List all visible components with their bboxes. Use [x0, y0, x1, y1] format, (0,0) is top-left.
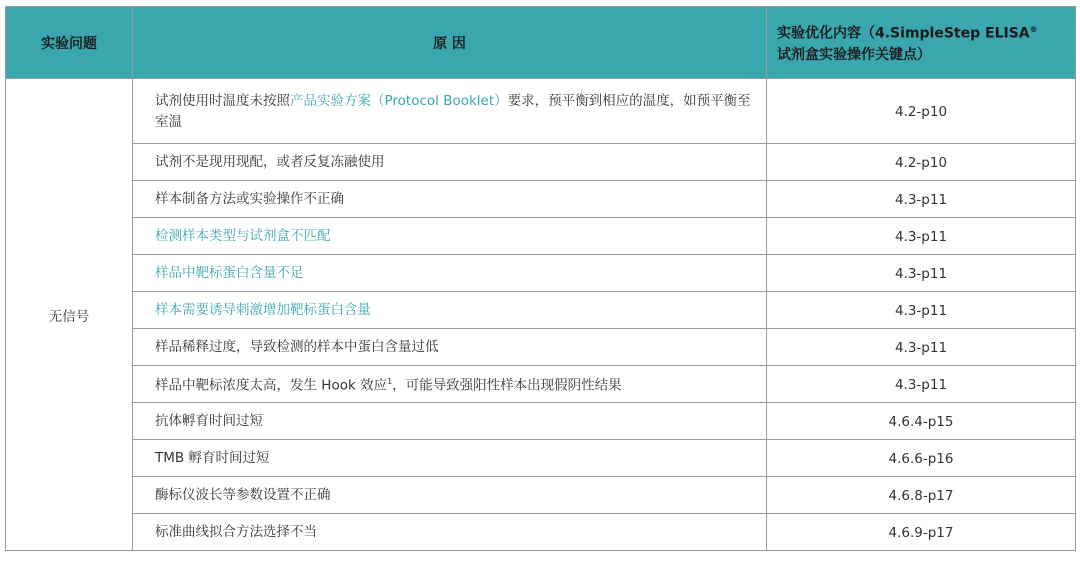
- table-row: [6, 218, 1076, 255]
- reason-cell: TMB 孵育时间过短: [133, 440, 767, 477]
- page-ref: 4.6.4-p15: [767, 403, 1076, 440]
- page-ref: 4.2-p10: [767, 144, 1076, 181]
- page-ref: 4.6.6-p16: [767, 440, 1076, 477]
- reason-text: 样品中靶标浓度太高，发生 Hook 效应: [155, 377, 388, 394]
- header-optimization-content: [767, 7, 1076, 79]
- footnote-ref: 1: [387, 377, 393, 387]
- elisa-troubleshooting-table: [5, 6, 1076, 551]
- reason-link[interactable]: 样品中靶标蛋白含量不足: [155, 264, 304, 281]
- reason-text: 试剂使用时温度未按照: [155, 93, 290, 109]
- header-optimization-line2: 试剂盒实验操作关键点）: [777, 46, 931, 63]
- page-ref: 4.6.8-p17: [767, 477, 1076, 514]
- reason-cell: 样品稀释过度，导致检测的样本中蛋白含量过低: [133, 329, 767, 366]
- reason-cell: [133, 292, 767, 329]
- page-ref: 4.3-p11: [767, 181, 1076, 218]
- reason-text: 要求，预平衡到相应的温度，如预平衡至室温: [155, 93, 751, 130]
- reason-cell: [133, 366, 767, 403]
- table-row: [6, 292, 1076, 329]
- header-row: [6, 7, 1076, 79]
- table-row: [6, 181, 1076, 218]
- reason-cell: 样本制备方法或实验操作不正确: [133, 181, 767, 218]
- reason-text: ，可能导致强阳性样本出现假阴性结果: [392, 377, 622, 394]
- table-row: [6, 366, 1076, 403]
- table-row: [6, 79, 1076, 144]
- header-optimization-line1: 实验优化内容（4.SimpleStep ELISA: [777, 25, 1030, 42]
- registered-mark: ®: [1029, 25, 1038, 35]
- reason-cell: 酶标仪波长等参数设置不正确: [133, 477, 767, 514]
- table-row: [6, 440, 1076, 477]
- reason-cell: 试剂不是现用现配，或者反复冻融使用: [133, 144, 767, 181]
- header-experiment-problem: 实验问题: [6, 7, 133, 79]
- reason-cell: 标准曲线拟合方法选择不当: [133, 514, 767, 551]
- table-row: [6, 144, 1076, 181]
- reason-link[interactable]: 检测样本类型与试剂盒不匹配: [155, 227, 331, 244]
- reason-cell: [133, 79, 767, 144]
- table-row: [6, 255, 1076, 292]
- table-row: [6, 514, 1076, 551]
- page-ref: 4.3-p11: [767, 255, 1076, 292]
- table-row: [6, 477, 1076, 514]
- protocol-booklet-link[interactable]: 产品实验方案（Protocol Booklet）: [290, 93, 508, 109]
- page-ref: 4.3-p11: [767, 218, 1076, 255]
- page-ref: 4.6.9-p17: [767, 514, 1076, 551]
- reason-cell: [133, 218, 767, 255]
- table-row: [6, 403, 1076, 440]
- page-ref: 4.2-p10: [767, 79, 1076, 144]
- reason-cell: 抗体孵育时间过短: [133, 403, 767, 440]
- reason-link[interactable]: 样本需要诱导刺激增加靶标蛋白含量: [155, 301, 371, 318]
- header-reason: 原 因: [133, 7, 767, 79]
- page-ref: 4.3-p11: [767, 329, 1076, 366]
- issue-no-signal: 无信号: [6, 79, 133, 551]
- table-row: [6, 329, 1076, 366]
- page-ref: 4.3-p11: [767, 292, 1076, 329]
- page-ref: 4.3-p11: [767, 366, 1076, 403]
- reason-cell: [133, 255, 767, 292]
